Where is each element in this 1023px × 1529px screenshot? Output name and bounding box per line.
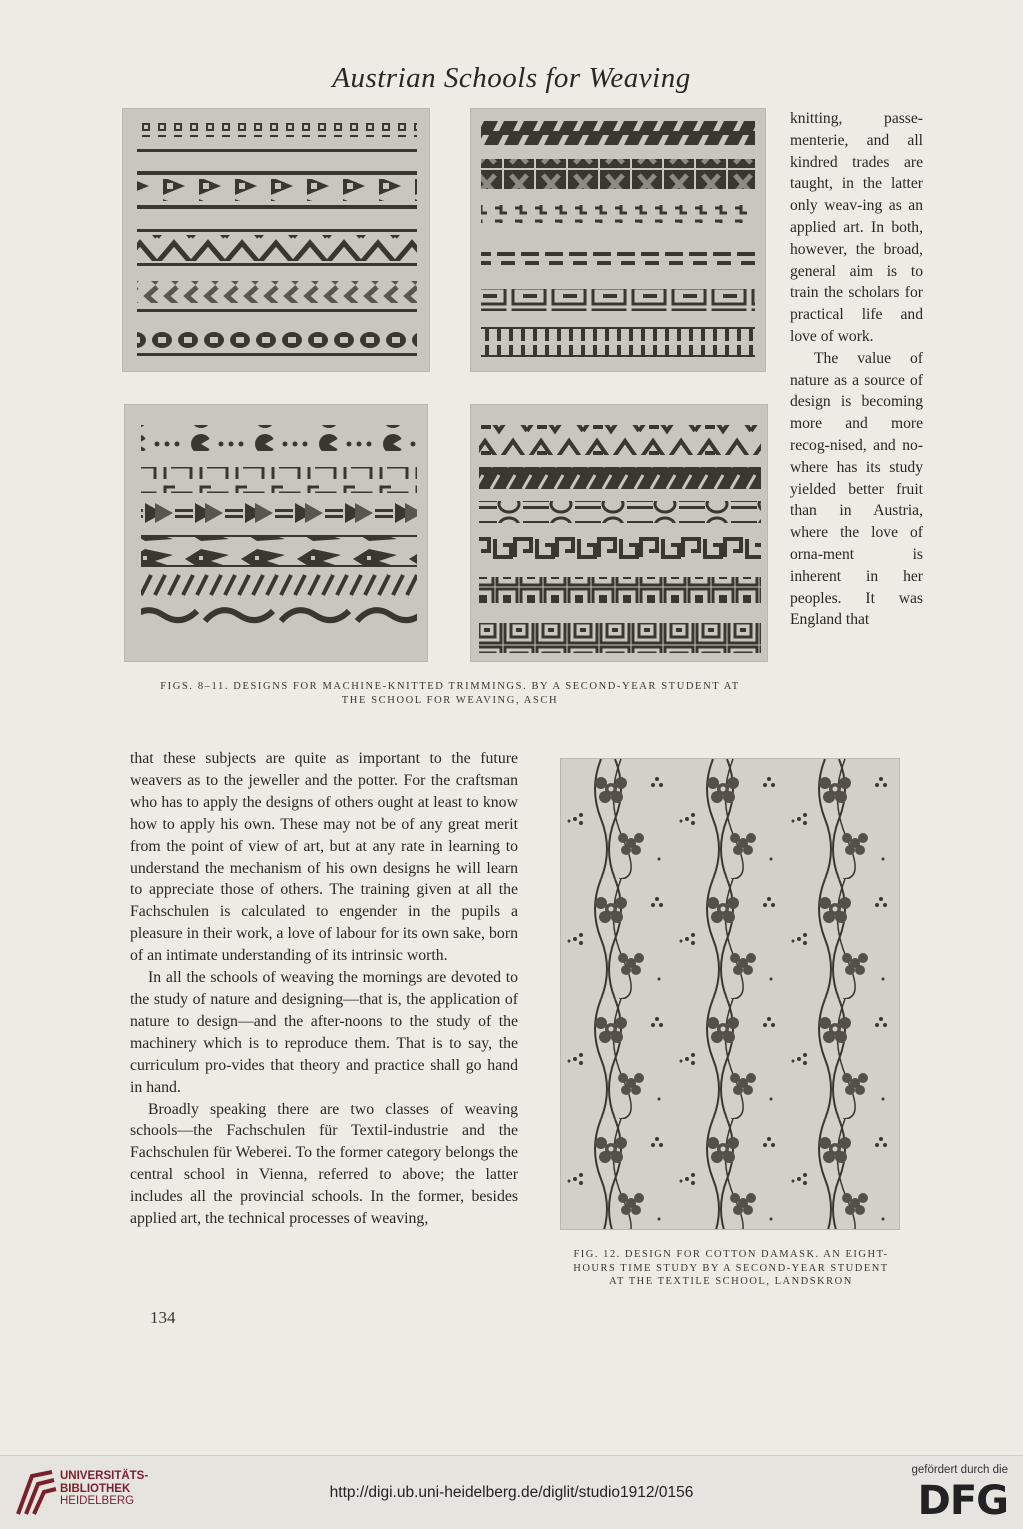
page-number: 134 (150, 1308, 176, 1327)
permalink-url[interactable]: http://digi.ub.uni-heidelberg.de/diglit/studio1912/0156 (329, 1484, 694, 1501)
figures-8-11-caption (120, 680, 780, 708)
funded-by-label: gefördert durch die (911, 1464, 1008, 1476)
figure-12-cotton-damask-plate (560, 758, 900, 1230)
figure-11-knitted-trimming-plate (470, 404, 768, 662)
trimming-pattern-svg (123, 109, 429, 371)
figure-8-knitted-trimming-plate (122, 108, 430, 372)
paragraph: In all the schools of weaving the mornings are devoted to the study of nature and designing—that is, the application of nature to design—and the after-noons to the study of the machinery which is to reproduce them. That is to say, the curriculum pro-vides that theory and practice shall go hand in hand. (130, 969, 518, 1096)
paragraph: knitting, passe-menterie, and all kindred trades are taught, in the latter only weav-ing as an applied art. In both, however, the broad, general aim is to train the scholars for practical life and love of work. (790, 110, 923, 345)
trimming-pattern-svg (471, 405, 767, 661)
damask-pattern-svg (561, 759, 899, 1229)
side-text-column (790, 108, 923, 631)
paragraph: Broadly speaking there are two classes of weaving schools—the Fachschulen für Textil-industrie and the Fachschulen für Weberei. To the former category belongs the central school in Vienna, referred to above; the latter includes all the provincial schools. In the former, besides applied art, the technical processes of weaving, (130, 1100, 518, 1228)
caption-line: AT THE TEXTILE SCHOOL, LANDSKRON (609, 1276, 853, 1287)
digitization-footer (0, 1455, 1023, 1529)
paragraph: that these subjects are quite as important to the future weavers as to the jeweller and the potter. For the craftsman who has to apply the designs of others ought at least to know how to apply his own. These may not be of any great merit from the point of view of art, but at any rate in learning to understand the mechanism of his own designs he will learn to appreciate those of others. The training given at all the Fachschulen is calculated to engender in the pupils a pleasure in their work, a love of labour for its own sake, born of an intimate understanding of its intrinsic worth. (130, 750, 518, 965)
trimming-pattern-svg (471, 109, 765, 371)
figure-10-knitted-trimming-plate (124, 404, 428, 662)
caption-line: THE SCHOOL FOR WEAVING, ASCH (341, 695, 559, 706)
library-line: UNIVERSITÄTS- (60, 1470, 149, 1482)
caption-line: FIG. 12. DESIGN FOR COTTON DAMASK. AN EIGHT- (573, 1249, 889, 1260)
trimming-pattern-svg (125, 405, 427, 661)
library-line: BIBLIOTHEK (60, 1482, 131, 1495)
figure-12-caption (552, 1248, 910, 1289)
caption-line: HOURS TIME STUDY BY A SECOND-YEAR STUDENT (573, 1262, 889, 1274)
caption-line: FIGS. 8–11. DESIGNS FOR MACHINE-KNITTED TRIMMINGS. BY A SECOND-YEAR STUDENT AT (160, 681, 740, 692)
main-text-column (130, 748, 518, 1230)
library-line: HEIDELBERG (60, 1495, 135, 1507)
figure-9-knitted-trimming-plate (470, 108, 766, 372)
running-head: Austrian Schools for Weaving (332, 62, 691, 94)
paragraph: The value of nature as a source of design is becoming more and more recog-nised, and no-where has its study yielded better fruit than in Austria, where the love of orna-ment is inherent in her peoples. It was England that (790, 349, 923, 629)
dfg-logo: DFG (917, 1478, 1008, 1524)
